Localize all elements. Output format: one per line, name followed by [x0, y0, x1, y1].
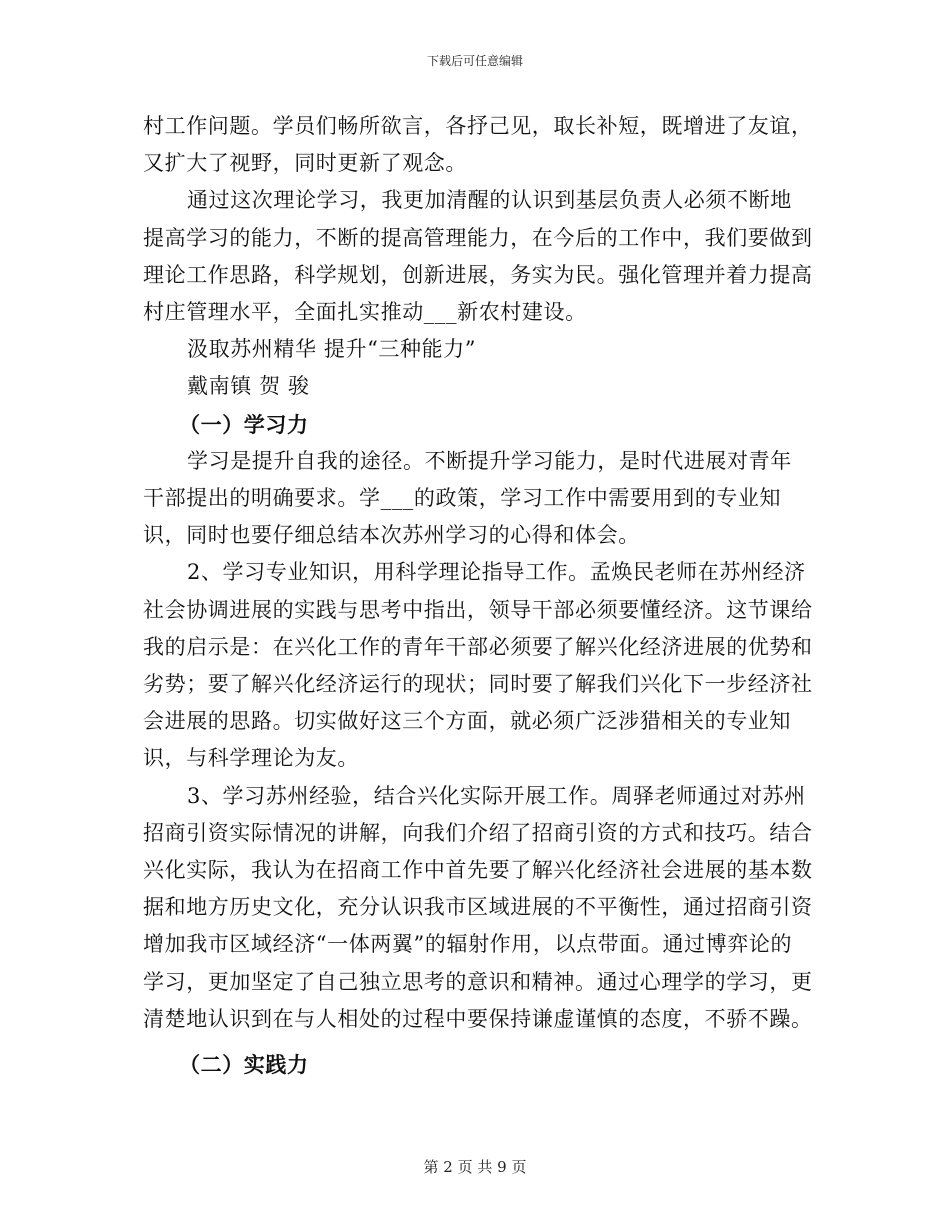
page-header: 下载后可任意编辑: [426, 54, 523, 68]
article-title: 汲取苏州精华 提升“三种能力”: [187, 337, 477, 362]
section-heading-learning: （一）学习力: [179, 411, 309, 437]
paragraph-point-2: 2、学习专业知识，用科学理论指导工作。孟焕民老师在苏州经济社会协调进展的实践与思考中指出，领导干部必须要懂经济。这节课给我的启示是：在兴化工作的青年干部必须要了解兴化经济进展的优势和劣势；要了解兴化经济运行的现状；同时要了解我们兴化下一步经济社会进展的思路。切实做好这三个方面，就必须广泛涉猎相关的专业知识，与科学理论为友。: [143, 560, 813, 771]
document-body: [143, 108, 813, 1083]
paragraph-learning-intro: 学习是提升自我的途径。不断提升学习能力，是时代进展对青年干部提出的明确要求。学___的政策，学习工作中需要用到的专业知识，同时也要仔细总结本次苏州学习的心得和体会。: [143, 448, 792, 548]
paragraph-point-3: 3、学习苏州经验，结合兴化实际开展工作。周驿老师通过对苏州招商引资实际情况的讲解，向我们介绍了招商引资的方式和技巧。结合兴化实际，我认为在招商工作中首先要了解兴化经济社会进展的基本数据和地方历史文化，充分认识我市区域进展的不平衡性，通过招商引资增加我市区域经济“一体两翼”的辐射作用，以点带面。通过博弈论的学习，更加坚定了自己独立思考的意识和精神。通过心理学的学习，更清楚地认识到在与人相处的过程中要保持谦虚谨慎的态度，不骄不躁。: [143, 783, 813, 1031]
section-heading-practice: （二）实践力: [179, 1052, 309, 1078]
paragraph-continued: 村工作问题。学员们畅所欲言，各抒己见，取长补短，既增进了友谊，又扩大了视野，同时更新了观念。: [143, 114, 813, 176]
paragraph-reflection: 通过这次理论学习，我更加清醒的认识到基层负责人必须不断地提高学习的能力，不断的提高管理能力，在今后的工作中，我们要做到理论工作思路，科学规划，创新进展，务实为民。强化管理并着力提高村庄管理水平，全面扎实推动___新农村建设。: [143, 188, 813, 325]
article-author: 戴南镇 贺 骏: [187, 374, 310, 399]
page-footer: 第 2 页 共 9 页: [423, 1158, 527, 1176]
